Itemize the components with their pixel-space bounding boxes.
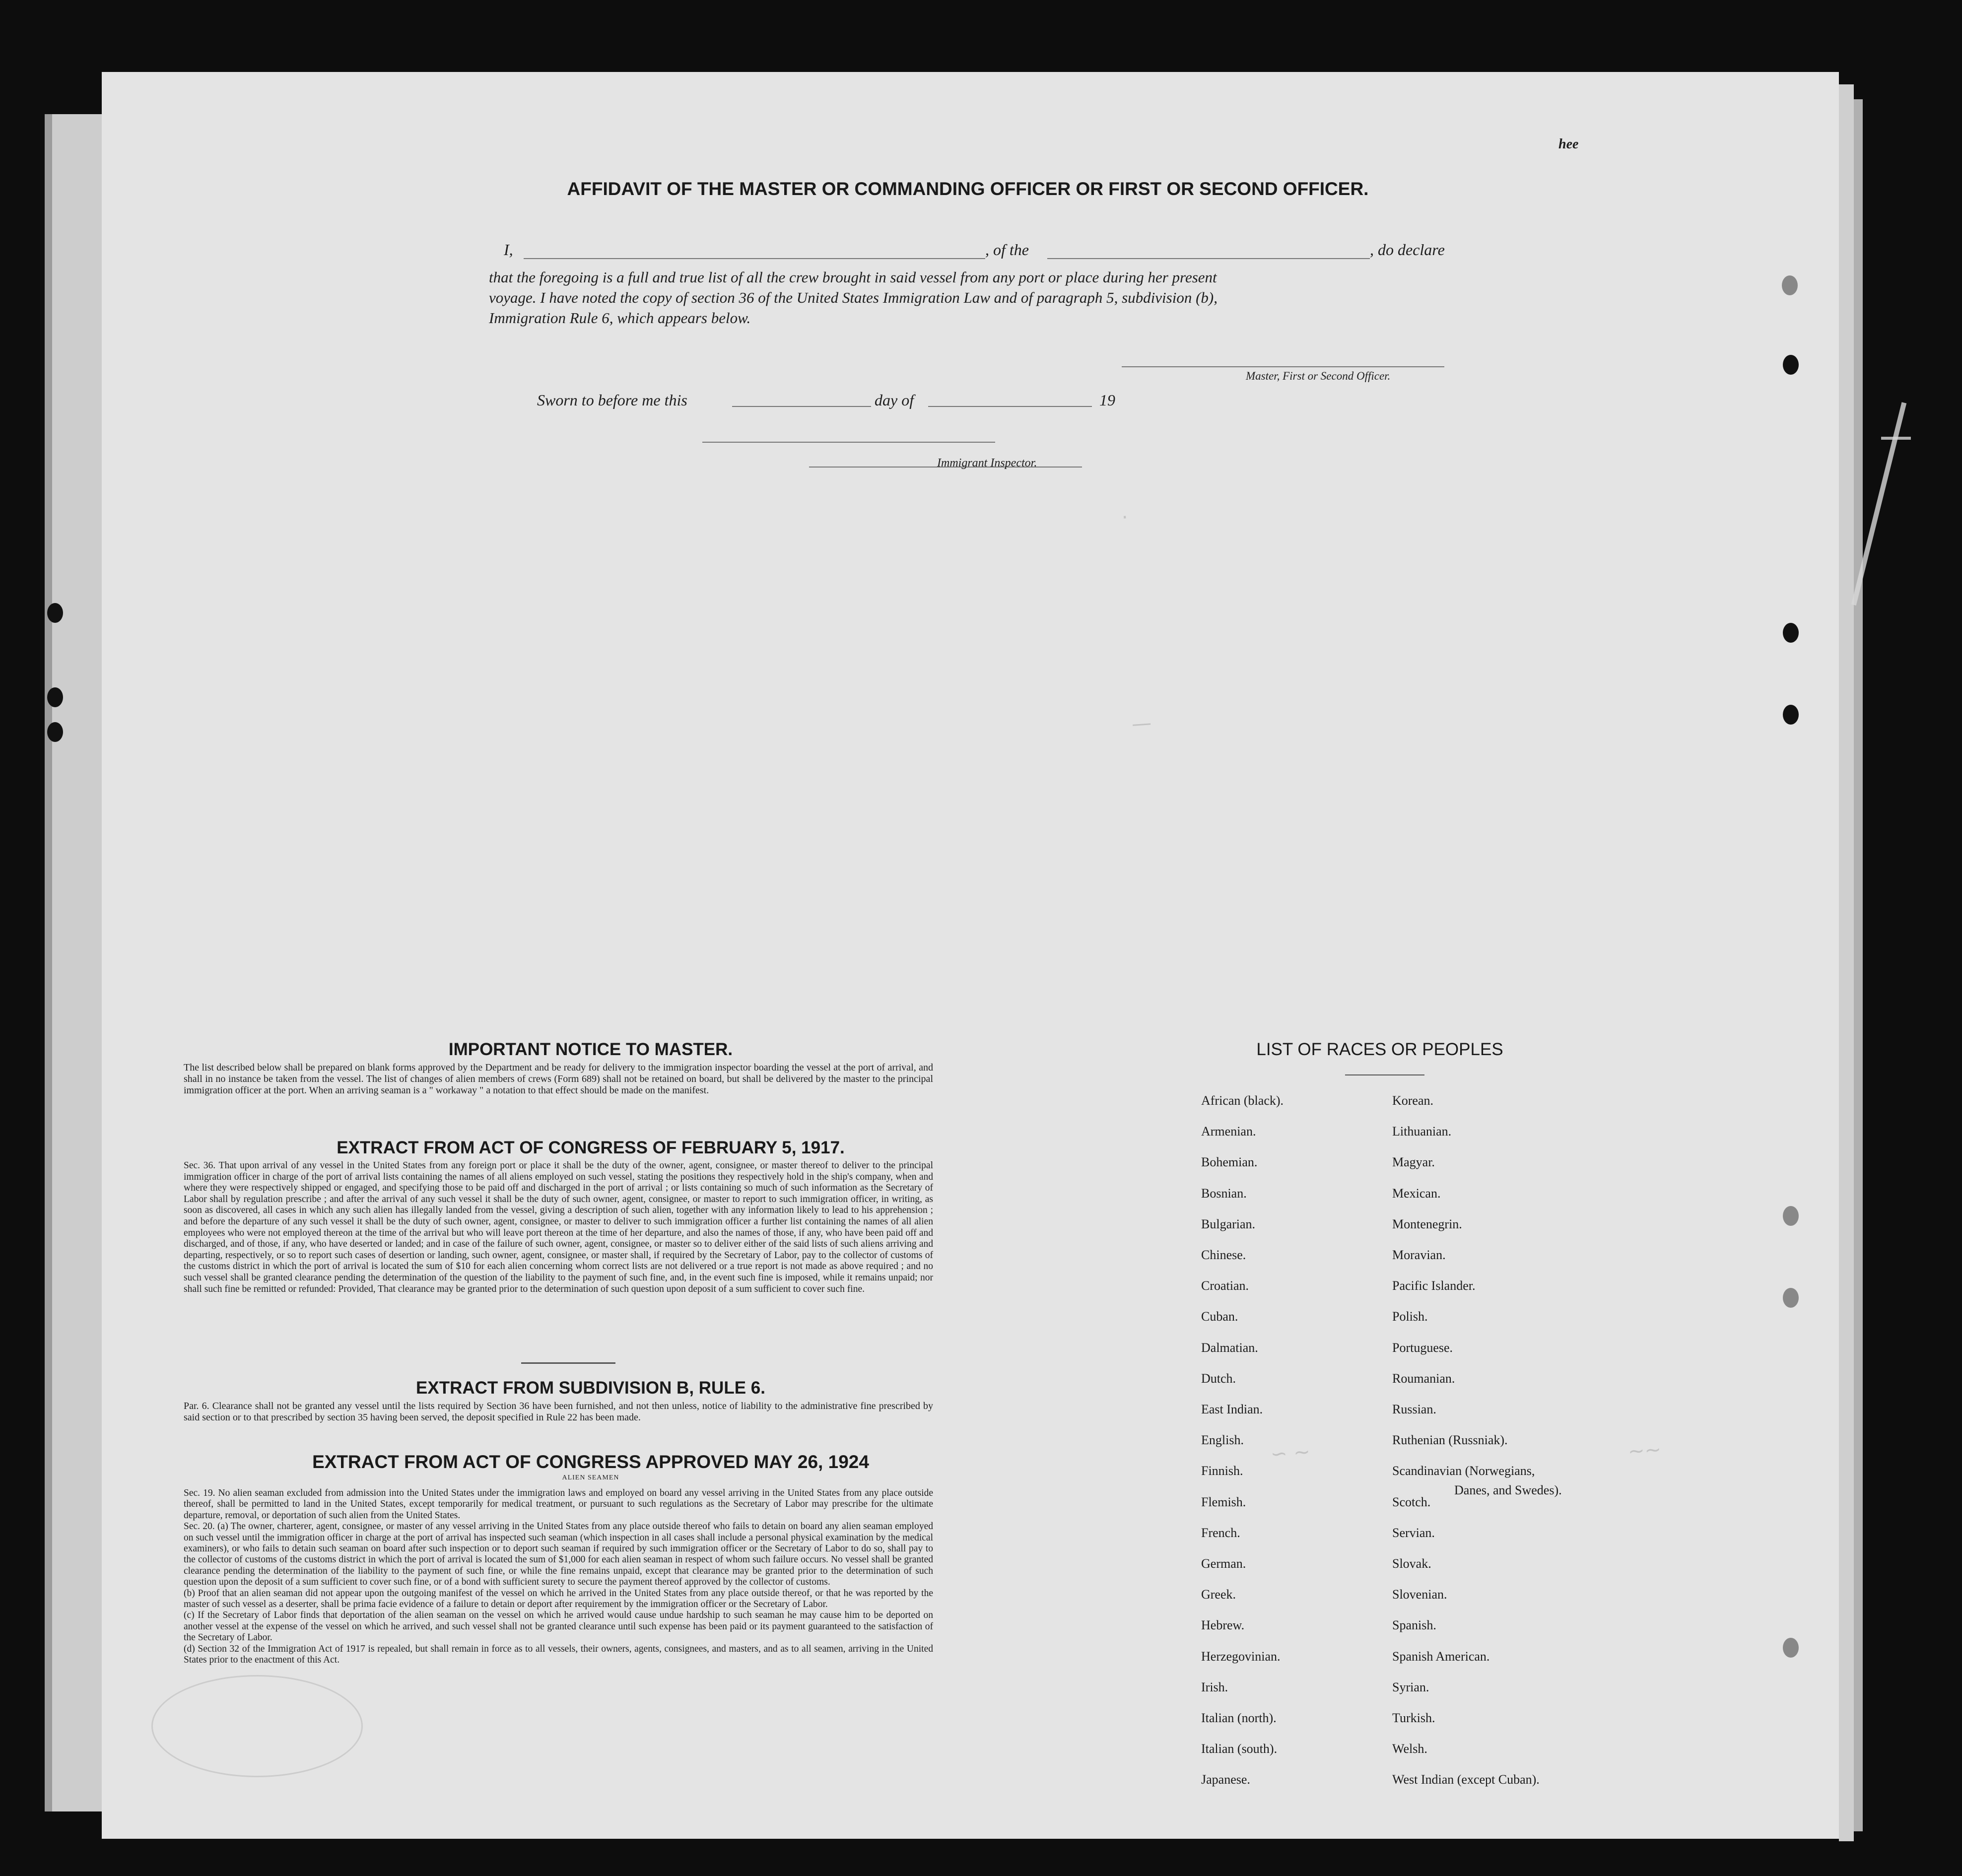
punch-hole [1782,275,1798,295]
sworn-label: Sworn to before me this [537,391,687,409]
punch-hole [1783,355,1799,375]
race-item: Servian. [1392,1526,1435,1540]
race-item: Magyar. [1392,1155,1435,1169]
race-item: Bohemian. [1201,1155,1258,1169]
race-item: Italian (north). [1201,1711,1277,1725]
punch-hole [1783,705,1799,725]
affidavit-line: voyage. I have noted the copy of section 36 of the United States Immigration Law and of paragraph 5, subdivision (b), [489,289,1218,306]
divider [521,1362,615,1364]
extract-rule6-title: EXTRACT FROM SUBDIVISION B, RULE 6. [416,1378,765,1398]
punch-hole [1783,1638,1799,1658]
master-label: Master, First or Second Officer. [1246,370,1391,382]
race-item: Scotch. [1392,1495,1431,1509]
name-line [524,258,985,259]
extract-1917-title: EXTRACT FROM ACT OF CONGRESS OF FEBRUARY 5, 1917. [337,1138,845,1157]
extract-1924-body [184,1488,933,1666]
i-label: I, [504,241,513,259]
race-item: Spanish. [1392,1618,1436,1632]
punch-hole [47,687,63,707]
race-item: Armenian. [1201,1124,1256,1139]
race-item: West Indian (except Cuban). [1392,1772,1540,1787]
affidavit-line: that the foregoing is a full and true list of all the crew brought in said vessel from any port or place during her present [489,268,1217,286]
races-title: LIST OF RACES OR PEOPLES [1256,1040,1503,1059]
day-of-label: day of [875,391,914,409]
race-item: Welsh. [1392,1742,1427,1756]
race-item: Roumanian. [1392,1371,1455,1386]
race-item: Cuban. [1201,1309,1238,1324]
race-item: Slovenian. [1392,1587,1447,1602]
race-item: Spanish American. [1392,1649,1490,1664]
punch-hole [47,722,63,742]
sec-20b: (b) Proof that an alien seaman did not appear upon the outgoing manifest of the vessel on which he arrived in the United States from any place outside thereof, or that he was reported by the master of such vessel as a deserter, shall be prima facie evidence of a failure to detain or deport after requirement by the immigration officer or the Secretary of Labor. [184,1588,933,1610]
race-item: Lithuanian. [1392,1124,1452,1139]
race-item: French. [1201,1526,1240,1540]
bleed-through-text: — [1131,711,1152,736]
race-item: African (black). [1201,1093,1284,1108]
race-item: Flemish. [1201,1495,1246,1509]
extract-rule6-body: Par. 6. Clearance shall not be granted any vessel until the lists required by Section 36 have been furnished, and not then unless, notice of liability to the administrative fine prescribed by said section or to that prescribed by section 35 having been served, the deposit specified in Rule 22 has been made. [184,1401,933,1423]
extract-1917-body: Sec. 36. That upon arrival of any vessel in the United States from any foreign port or place it shall be the duty of the owner, agent, consignee, or master thereof to deliver to the principal immigration officer in charge of the port of arrival lists containing the names of all aliens employed on such vessel, stating the positions they respectively hold in the ship's company, when and where they were respectively shipped or engaged, and specifying those to be paid off and discharged in the port of arrival ; or lists containing so much of such information as the Secretary of Labor shall by regulation prescribe ; and after the arrival of any such vessel it shall be the duty of such owner, agent, consignee, or master to report to such immigration officer, in writing, as soon as discovered, all cases in which any such alien has illegally landed from the vessel, giving a description of such alien, together with any information likely to lead to his apprehension ; and before the departure of any such vessel it shall be the duty of such owner, agent, consignee, or master to deliver to such immigration officer a further list containing the names of all alien employees who were not employed thereon at the time of the arrival but who will leave port thereon at the time of her departure, and also the names of those, if any, who have been paid off and discharged, and of those, if any, who have deserted or landed; and in case of the failure of such owner, agent, consignee, or master so to deliver either of the said lists of such aliens arriving and departing, respectively, or so to report such cases of desertion or landing, such owner, agent, consignee, or master shall, if required by the Secretary of Labor, pay to the collector of customs of the customs district in which the port of arrival is located the sum of $10 for each alien concerning whom correct lists are not delivered or a true report is not made as above required ; and no such vessel shall be granted clearance pending the determination of the question of the liability to the payment of such fine, and, in the event such fine is imposed, while it remains unpaid; nor shall such fine be remitted or refunded: Provided, That clearance may be granted prior to the determination of such question upon deposit of a sum sufficient to cover such fine. [184,1160,933,1294]
year-label: 19 [1099,391,1115,409]
race-item: Croatian. [1201,1278,1249,1293]
race-item: Chinese. [1201,1248,1246,1262]
extract-1924-title: EXTRACT FROM ACT OF CONGRESS APPROVED MAY 26, 1924 [312,1452,869,1472]
race-item: Bosnian. [1201,1186,1247,1201]
do-declare-label: , do declare [1370,241,1445,259]
race-item: Pacific Islander. [1392,1278,1476,1293]
punch-hole [1783,623,1799,643]
race-item: Dutch. [1201,1371,1236,1386]
bleed-through-text: · [1121,506,1129,530]
vessel-line [1047,258,1370,259]
sec-20d: (d) Section 32 of the Immigration Act of 1917 is repealed, but shall remain in force as to all vessels, their owners, agents, consignees, and masters, and as to all seamen, arriving in the United States prior to the enactment of this Act. [184,1643,933,1666]
race-item: Mexican. [1392,1186,1441,1201]
punch-hole [1783,1206,1799,1226]
race-item: Irish. [1201,1680,1228,1694]
race-item: Montenegrin. [1392,1217,1462,1231]
sec-20c: (c) If the Secretary of Labor finds that deportation of the alien seaman on the vessel on which he arrived would cause undue hardship to such seaman he may cause him to be deported on another vessel at the expense of the vessel on which he arrived, and such vessel shall not be granted clearance until such expense has been paid or its payment guaranteed to the satisfaction of the Secretary of Labor. [184,1610,933,1643]
race-item: Ruthenian (Russniak). [1392,1433,1508,1447]
race-item: German. [1201,1556,1246,1571]
race-item: Syrian. [1392,1680,1429,1694]
race-item: Italian (south). [1201,1742,1278,1756]
race-item: Russian. [1392,1402,1436,1416]
race-item: Korean. [1392,1093,1434,1108]
extract-1924-subtitle: ALIEN SEAMEN [562,1474,619,1481]
race-item: Moravian. [1392,1248,1446,1262]
race-item: Slovak. [1392,1556,1431,1571]
divider [1345,1074,1424,1075]
race-item: Japanese. [1201,1772,1250,1787]
notice-title: IMPORTANT NOTICE TO MASTER. [448,1040,733,1059]
of-the-label: , of the [985,241,1029,259]
inspector-line-1 [702,442,995,443]
day-line [732,406,871,407]
race-item: Dalmatian. [1201,1340,1258,1355]
affidavit-paragraph [489,267,1462,328]
race-item: Finnish. [1201,1464,1243,1478]
corner-note: hee [1558,136,1579,152]
notice-body: The list described below shall be prepared on blank forms approved by the Department and be ready for delivery to the immigration inspector boarding the vessel at the port of arrival, and shall in no instance be taken from the vessel. The list of changes of alien members of crews (Form 689) shall not be retained on board, but shall be delivered by the master to the principal immigration officer at the port. When an arriving seaman is a " workaway " a notation to that effect should be made on the manifest. [184,1062,933,1096]
race-item: Turkish. [1392,1711,1435,1725]
sec-20a: Sec. 20. (a) The owner, charterer, agent, consignee, or master of any vessel arriving in the United States from any place outside thereof who fails to detain on board any alien seaman employed on such vessel until the immigration officer in charge at the port of arrival has inspected such seaman (which inspection in all cases shall include a personal physical examination by the medical examiners), or who fails to detain such seaman on board after such inspection or to deport such seaman if required by such immigration officer or the Secretary of Labor to do so, shall pay to the collector of customs of the customs district in which the port of arrival is located the sum of $1,000 for each alien seaman in respect of whom such failure occurs. No vessel shall be granted clearance pending the determination of the liability to the payment of such fine, or while the fine remains unpaid, except that clearance may be granted prior to the determination of such question upon the deposit of a sum sufficient to cover such fine, or of a bond with sufficient surety to secure the payment thereof approved by the collector of customs. [184,1521,933,1588]
underlying-page-edge [45,114,52,1811]
page-edge [1839,84,1854,1841]
race-item: Hebrew. [1201,1618,1245,1632]
underlying-page [52,114,102,1811]
sec-19: Sec. 19. No alien seaman excluded from admission into the United States under the immigration laws and employed on board any vessel arriving in the United States from any place outside thereof, shall be permitted to land in the United States, except temporarily for medical treatment, or pursuant to such regulations as the Secretary of Labor may prescribe for the ultimate departure, removal, or deportation of such alien from the United States. [184,1488,933,1521]
race-item: Portuguese. [1392,1340,1453,1355]
page-edge [1854,99,1863,1831]
punch-hole [47,603,63,623]
race-item: Scandinavian (Norwegians, [1392,1464,1535,1478]
month-line [928,406,1092,407]
master-signature-line [1122,366,1444,367]
race-item: Polish. [1392,1309,1428,1324]
faint-stamp [151,1675,363,1777]
inspector-label: Immigrant Inspector. [937,457,1037,469]
race-item: East Indian. [1201,1402,1263,1416]
bleed-through-text: ∽ ~ [1270,1440,1311,1466]
handwritten-mark [1881,437,1911,440]
punch-hole [1783,1288,1799,1308]
race-item: English. [1201,1433,1244,1447]
race-item: Greek. [1201,1587,1236,1602]
bleed-through-text: ~~ [1627,1438,1662,1464]
race-item: Bulgarian. [1201,1217,1256,1231]
race-item: Danes, and Swedes). [1454,1483,1562,1497]
affidavit-title: AFFIDAVIT OF THE MASTER OR COMMANDING OFFICER OR FIRST OR SECOND OFFICER. [567,179,1369,199]
affidavit-line: Immigration Rule 6, which appears below. [489,309,751,327]
race-item: Herzegovinian. [1201,1649,1281,1664]
